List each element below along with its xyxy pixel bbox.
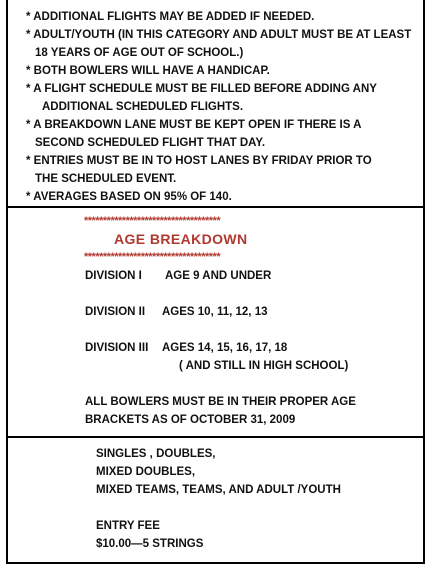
rule-line: * ENTRIES MUST BE IN TO HOST LANES BY FRIDAY PRIOR TO xyxy=(26,155,372,167)
rule-line: THE SCHEDULED EVENT. xyxy=(35,173,177,185)
division-3-label: DIVISION III xyxy=(85,342,149,354)
entry-fee-label: ENTRY FEE xyxy=(96,520,160,532)
stars-divider-bottom: ************************************ xyxy=(84,251,221,263)
rule-line: * AVERAGES BASED ON 95% OF 140. xyxy=(26,191,232,203)
division-1-label: DIVISION I xyxy=(85,270,142,282)
division-2-label: DIVISION II xyxy=(85,306,146,318)
rule-line: SECOND SCHEDULED FLIGHT THAT DAY. xyxy=(35,137,266,149)
rules-section xyxy=(6,0,425,208)
rule-line: * A FLIGHT SCHEDULE MUST BE FILLED BEFORE ADDING ANY xyxy=(26,83,377,95)
events-line-3: MIXED TEAMS, TEAMS, AND ADULT /YOUTH xyxy=(96,484,341,496)
rule-line: * ADULT/YOUTH (IN THIS CATEGORY AND ADULT MUST BE AT LEAST xyxy=(26,29,412,41)
age-note-line-2: BRACKETS AS OF OCTOBER 31, 2009 xyxy=(85,414,296,426)
division-3-note: ( AND STILL IN HIGH SCHOOL) xyxy=(179,360,349,372)
age-breakdown-title: AGE BREAKDOWN xyxy=(114,231,248,247)
age-note-line-1: ALL BOWLERS MUST BE IN THEIR PROPER AGE xyxy=(85,396,356,408)
events-line-1: SINGLES , DOUBLES, xyxy=(96,448,216,460)
division-3-ages: AGES 14, 15, 16, 17, 18 xyxy=(162,342,288,354)
rule-line: ADDITIONAL SCHEDULED FLIGHTS. xyxy=(42,101,244,113)
events-section xyxy=(6,438,425,564)
age-breakdown-section xyxy=(6,208,425,438)
rule-line: * ADDITIONAL FLIGHTS MAY BE ADDED IF NEEDED. xyxy=(26,11,315,23)
division-1-ages: AGE 9 AND UNDER xyxy=(165,270,272,282)
events-line-2: MIXED DOUBLES, xyxy=(96,466,196,478)
entry-fee-value: $10.00—5 STRINGS xyxy=(96,538,204,550)
rule-line: 18 YEARS OF AGE OUT OF SCHOOL.) xyxy=(35,47,244,59)
rule-line: * A BREAKDOWN LANE MUST BE KEPT OPEN IF THERE IS A xyxy=(26,119,362,131)
division-2-ages: AGES 10, 11, 12, 13 xyxy=(162,306,268,318)
stars-divider-top: ************************************ xyxy=(84,215,221,227)
rule-line: * BOTH BOWLERS WILL HAVE A HANDICAP. xyxy=(26,65,270,77)
